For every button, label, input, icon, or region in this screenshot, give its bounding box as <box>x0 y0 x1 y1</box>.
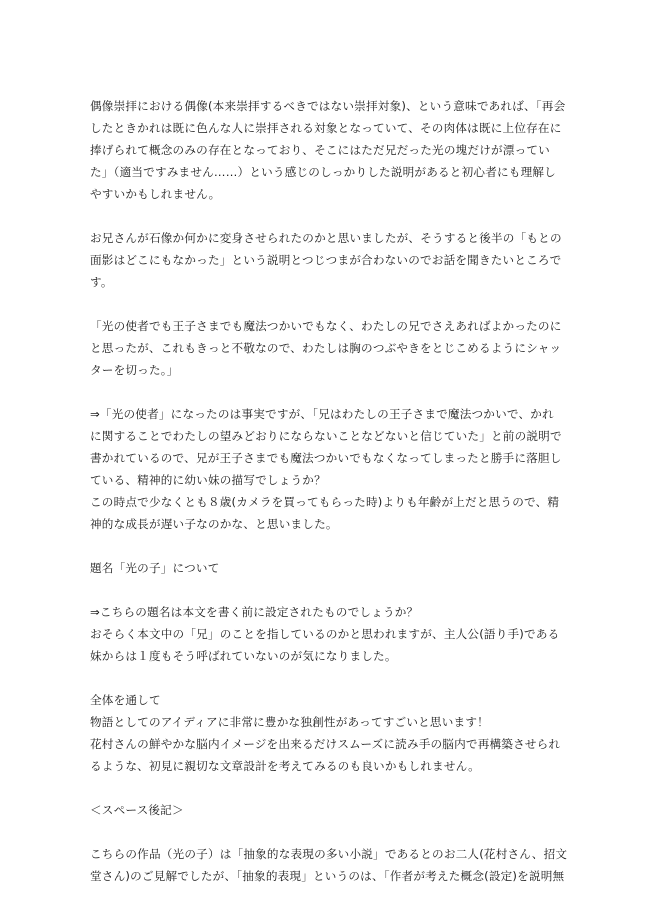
text-line: お兄さんが石像か何かに変身させられたのかと思いましたが、そうすると後半の「もとの <box>90 231 562 245</box>
blank-line <box>90 205 556 227</box>
text-line: この時点で少なくとも８歳(カメラを買ってもらった時)よりも年齢が上だと思うので、精 <box>90 495 560 509</box>
text-line: ⇒「光の使者」になったのは事実ですが、「兄はわたしの王子さまで魔法つかいで、かれ <box>90 407 554 421</box>
text-line: ⇒こちらの題名は本文を書く前に設定されたものでしょうか？ <box>90 605 419 619</box>
text-line: こちらの作品（光の子）は「抽象的な表現の多い小説」であるとのお二人(花村さん、招文 <box>90 847 568 861</box>
text-line: に関することでわたしの望みどおりにならないことなどないと信じていた」と前の説明で <box>90 429 562 443</box>
text-line: したときかれは既に色んな人に崇拝される対象となっていて、その肉体は既に上位存在に <box>90 121 562 135</box>
text-line: ている、精神的に幼い妹の描写でしょうか？ <box>90 473 326 487</box>
blank-line <box>90 293 556 315</box>
text-line: 全体を通して <box>90 693 161 707</box>
text-line: やすいかもしれません。 <box>90 187 221 201</box>
text-line: 偶像崇拝における偶像(本来崇拝するべきではない崇拝対象)、という意味であれば、「再会 <box>90 99 566 113</box>
blank-line <box>90 381 556 403</box>
text-line: 花村さんの鮮やかな脳内イメージを出来るだけスムーズに読み手の脳内で再構築させられ <box>90 737 561 751</box>
text-line: 堂さん)のご見解でしたが、「抽象的表現」というのは、「作者が考えた概念(設定)を説明無 <box>90 869 565 883</box>
blank-line <box>90 821 556 843</box>
text-line: 神的な成長が遅い子なのかな、と思いました。 <box>90 517 338 531</box>
text-line: た」（適当ですみません……）という感じのしっかりした説明があると初心者にも理解し <box>90 165 556 179</box>
blank-line <box>90 667 556 689</box>
document-body <box>90 95 568 887</box>
text-line: 捧げられて概念のみの存在となっており、そこにはただ兄だった光の塊だけが漂ってい <box>90 143 550 157</box>
text-line: ＜スペース後記＞ <box>90 803 184 817</box>
blank-line <box>90 777 556 799</box>
text-line: 物語としてのアイディアに非常に豊かな独創性があってすごいと思います！ <box>90 715 489 729</box>
blank-line <box>90 535 556 557</box>
text-line: 書かれているので、兄が王子さまでも魔法つかいでもなくなってしまったと勝手に落胆し <box>90 451 562 465</box>
text-line: 妹からは１度もそう呼ばれていないのが気になりました。 <box>90 649 397 663</box>
text-line: す。 <box>90 275 113 289</box>
blank-line <box>90 579 556 601</box>
text-line: 題名「光の子」について <box>90 561 220 575</box>
text-line: おそらく本文中の「兄」のことを指しているのかと思われますが、主人公(語り手)である <box>90 627 560 641</box>
text-line: 面影はどこにもなかった」という説明とつじつまが合わないのでお話を聞きたいところで <box>90 253 562 267</box>
text-line: るような、初見に親切な文章設計を考えてみるのも良いかもしれません。 <box>90 759 480 773</box>
text-line: 「光の使者でも王子さまでも魔法つかいでもなく、わたしの兄でさえあればよかったのに <box>90 319 562 333</box>
text-line: ターを切った。」 <box>90 363 179 377</box>
text-line: と思ったが、これもきっと不敬なので、わたしは胸のつぶやきをとじこめるようにシャッ <box>90 341 562 355</box>
